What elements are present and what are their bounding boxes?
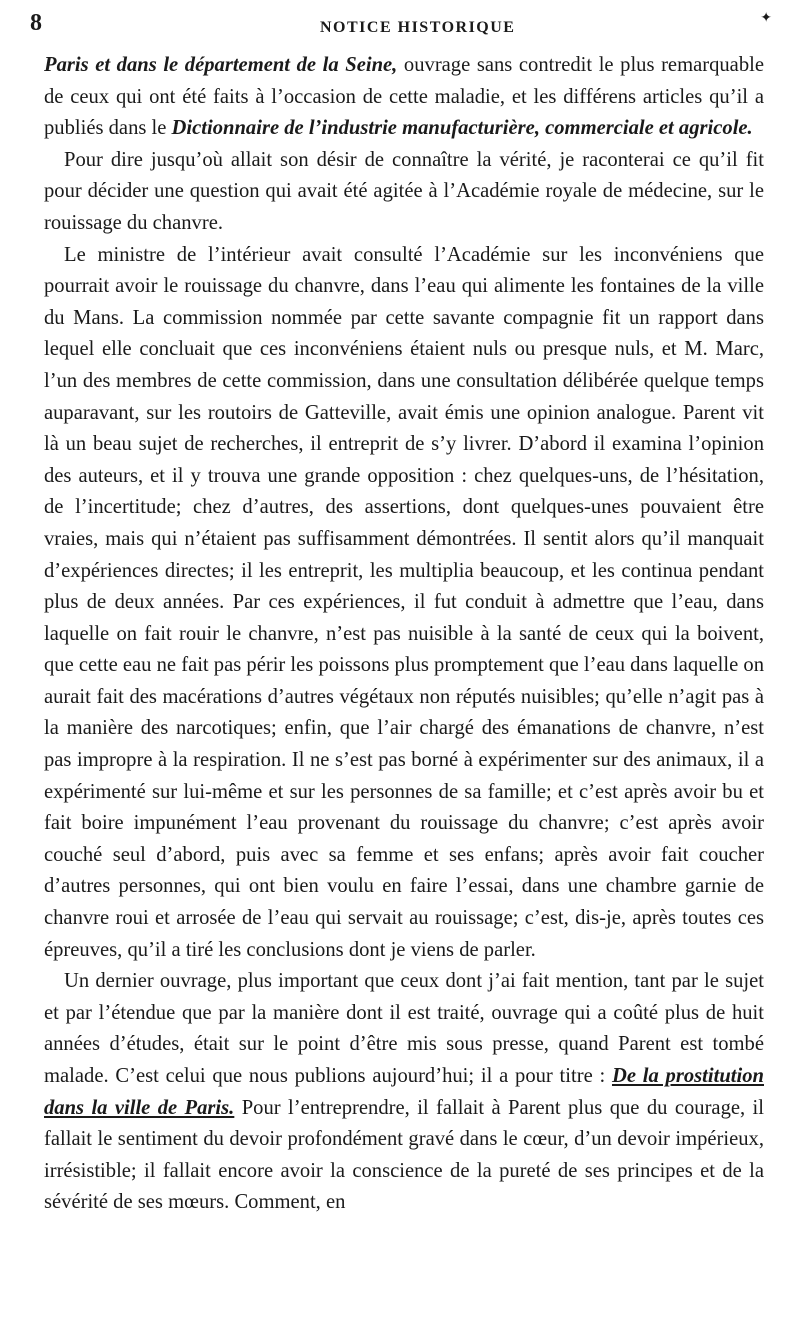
text-run: Un dernier ouvrage, plus important que ceux dont j’ai fait mention, tant par le sujet et par l’étendue que par la manière dont il est traité, ouvrage qui a coûté plus de huit années d’études, était sur le point d’être mis sous presse, quand Parent est tombé malade. C’est celui que nous publions aujourd’hui; il a pour titre : <box>44 970 764 1087</box>
running-title: NOTICE HISTORIQUE <box>320 19 516 36</box>
paragraph <box>44 145 764 240</box>
italic-text: De la prostitution dans la ville de Paris. <box>44 1065 764 1119</box>
text-run: Le ministre de l’intérieur avait consulté l’Académie sur les inconvéniens que pourrait avoir le rouissage du chanvre, dans l’eau qui alimente les fontaines de la ville du Mans. La commission nommée par cette savante compagnie fit un rapport dans lequel elle concluait que ces inconvéniens étaient nuls ou presque nuls, et M. Marc, l’un des membres de cette commission, dans une consultation délibérée quelque temps auparavant, sur les routoirs de Gatteville, avait émis une opinion analogue. Parent vit là un beau sujet de recherches, il entreprit de s’y livrer. D’abord il examina l’opinion des auteurs, et il y trouva une grande opposition : chez quelques-uns, de l’hésitation, de l’incertitude; chez d’autres, des assertions, dont quelques-unes pouvaient être vraies, mais qui n’étaient pas suffisamment démontrées. Il sentit alors qu’il manquait d’expériences directes; il les entreprit, les multiplia beaucoup, et les continua pendant plus de deux années. Par ces expériences, il fut conduit à admettre que l’eau, dans laquelle on fait rouir le chanvre, n’est pas nuisible à la santé de ceux qui la boivent, que cette eau ne fait pas périr les poissons plus promptement que l’eau dans laquelle on aurait fait des macérations d’autres végétaux non réputés nuisibles; qu’elle n’agit pas à la manière des narcotiques; enfin, que l’air chargé des émanations de chanvre, n’est pas impropre à la respiration. Il ne s’est pas borné à expérimenter sur des animaux, il a expérimenté sur lui-même et sur les personnes de sa famille; et c’est après avoir bu et fait boire impunément l’eau provenant du rouissage du chanvre; c’est après avoir couché seul d’abord, puis avec sa femme et ses enfans; après avoir fait coucher d’autres personnes, qui ont bien voulu en faire l’essai, dans une chambre garnie de chanvre roui et arrosée de l’eau qui servait au rouissage; c’est, dis-je, après toutes ces épreuves, qu’il a tiré les conclusions dont je viens de parler. <box>44 243 764 961</box>
corner-ornament: ✦ <box>760 11 772 26</box>
paragraph <box>44 966 764 1219</box>
italic-text: Dictionnaire de l’industrie manufacturière, commerciale et agricole. <box>171 117 753 140</box>
page-header <box>0 10 800 38</box>
paragraph <box>44 50 764 145</box>
text-run: Pour l’entreprendre, il fallait à Parent plus que du courage, il fallait le sentiment du devoir profondément gravé dans le cœur, d’un devoir impérieux, irrésistible; il fallait encore avoir la conscience de la pureté de ses principes et de la sévérité de ses mœurs. Comment, en <box>44 1096 764 1214</box>
paragraph <box>44 240 764 967</box>
italic-text: Paris et dans le département de la Seine, <box>44 54 398 76</box>
text-run: Pour dire jusqu’où allait son désir de connaître la vérité, je raconterai ce qu’il fit pour décider une question qui avait été agitée à l’Académie royale de médecine, sur le rouissage du chanvre. <box>44 148 764 234</box>
body-text <box>44 50 764 1219</box>
text-run: ouvrage sans contredit le plus remarquable de ceux qui ont été faits à l’occasion de cette maladie, et les différens articles qu’il a publiés dans le <box>44 54 764 140</box>
page-number: 8 <box>30 10 42 36</box>
